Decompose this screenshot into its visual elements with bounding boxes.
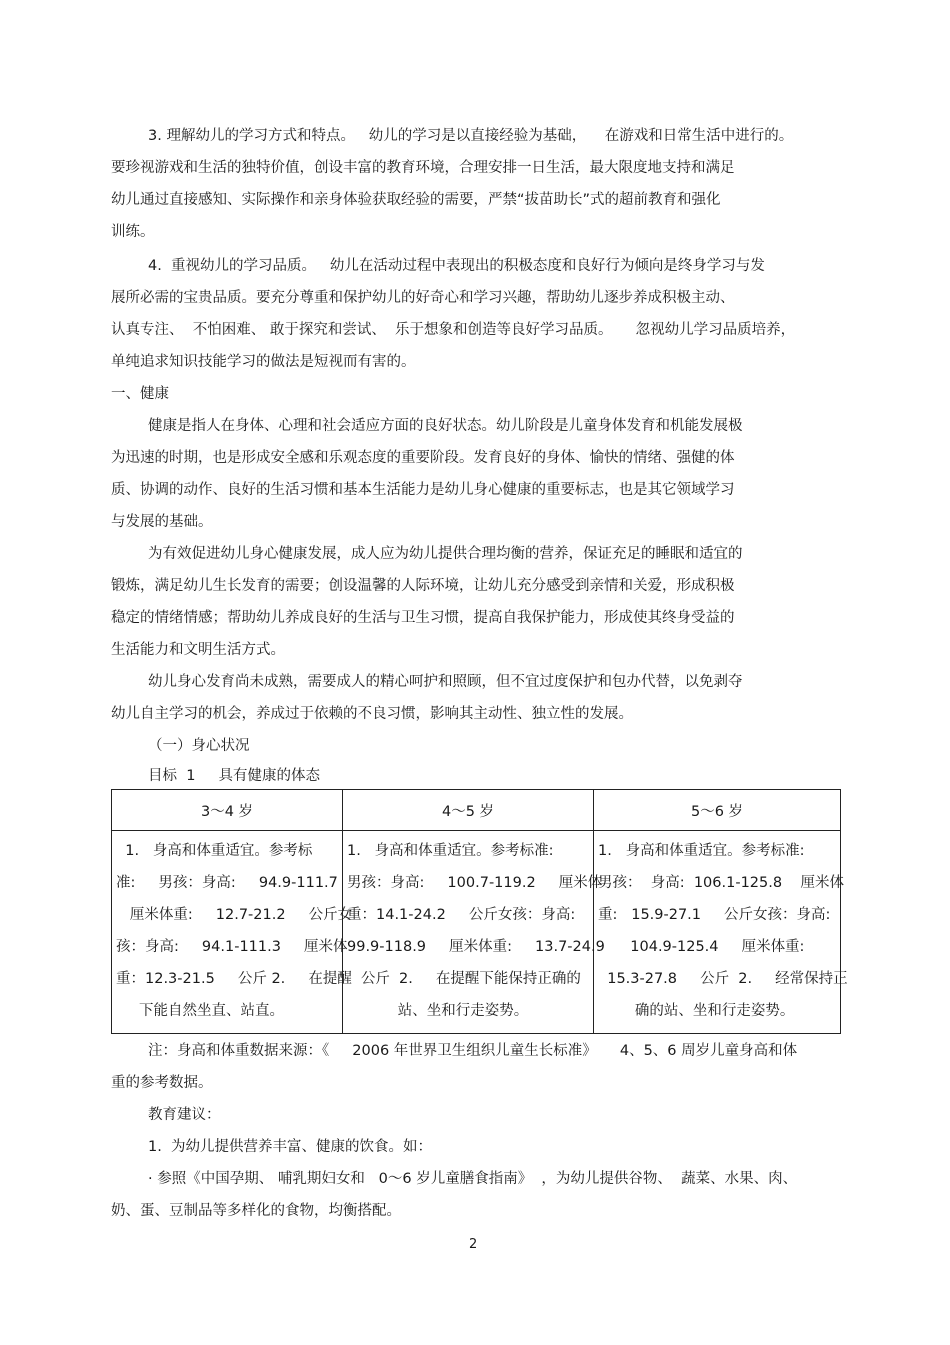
header-age-4-5: 4～5 岁 (343, 790, 594, 831)
text-line: 与发展的基础。 (111, 514, 213, 530)
cell-line: 104.9-125.4 厘米体重: (598, 939, 805, 955)
text-line: 展所必需的宝贵品质。要充分尊重和保护幼儿的好奇心和学习兴趣，帮助幼儿逐步养成积极主动、 (111, 290, 735, 306)
growth-standard-table (111, 789, 848, 1034)
cell-line: 公斤 2. 在提醒下能保持正确的 (347, 971, 581, 987)
cell-line: 孩：身高: 94.1-111.3 厘米体 (116, 939, 348, 955)
cell-line: 重：12.3-21.5 公斤 2. 在提醒 (116, 971, 352, 987)
cell-age-3-4 (112, 831, 353, 1034)
text-line: 一、健康 (111, 386, 169, 402)
cell-line: 准: 男孩：身高: 94.9-111.7 (116, 875, 338, 891)
text-line: 要珍视游戏和生活的独特价值，创设丰富的教育环境，合理安排一日生活，最大限度地支持和满足 (111, 160, 735, 176)
header-age-3-4: 3～4 岁 (112, 790, 343, 831)
text-line: 健康是指人在身体、心理和社会适应方面的良好状态。幼儿阶段是儿童身体发育和机能发展极 (148, 418, 743, 434)
cell-line: 站、坐和行走姿势。 (347, 1003, 529, 1019)
text-line: 3. 理解幼儿的学习方式和特点。 幼儿的学习是以直接经验为基础， 在游戏和日常生活中进行的。 (148, 128, 794, 144)
table-row (112, 831, 841, 1034)
text-line: 为迅速的时期，也是形成安全感和乐观态度的重要阶段。发育良好的身体、愉快的情绪、强健的体 (111, 450, 735, 466)
cell-line: 厘米体重: 12.7-21.2 公斤女 (116, 907, 353, 923)
text-line: 4. 重视幼儿的学习品质。 幼儿在活动过程中表现出的积极态度和良好行为倾向是终身学习与发 (148, 258, 765, 274)
text-line: 1. 为幼儿提供营养丰富、健康的饮食。如： (148, 1139, 433, 1155)
text-line: 幼儿身心发育尚未成熟，需要成人的精心呵护和照顾，但不宜过度保护和包办代替，以免剥夺 (148, 674, 743, 690)
cell-age-4-5 (343, 831, 605, 1034)
text-line: 锻炼，满足幼儿生长发育的需要；创设温馨的人际环境，让幼儿充分感受到亲情和关爱，形成积极 (111, 578, 735, 594)
text-line: 奶、蛋、豆制品等多样化的食物，均衡搭配。 (111, 1203, 401, 1219)
text-line: 训练。 (111, 224, 155, 240)
text-line: 质、协调的动作、良好的生活习惯和基本生活能力是幼儿身心健康的重要标志，也是其它领域学习 (111, 482, 735, 498)
cell-age-5-6 (594, 831, 848, 1034)
cell-line: 1. 身高和体重适宜。参考标准: (347, 843, 554, 859)
text-line: 稳定的情绪情感；帮助幼儿养成良好的生活与卫生习惯，提高自我保护能力，形成使其终身受益的 (111, 610, 735, 626)
text-line: 认真专注、 不怕困难、 敢于探究和尝试、 乐于想象和创造等良好学习品质。 忽视幼儿学习品质培养， (111, 322, 796, 338)
cell-line: 重：14.1-24.2 公斤女孩：身高: (347, 907, 576, 923)
cell-line: 下能自然坐直、站直。 (116, 1003, 285, 1019)
text-line: 单纯追求知识技能学习的做法是短视而有害的。 (111, 354, 416, 370)
text-line: 生活能力和文明生活方式。 (111, 642, 285, 658)
text-line: 为有效促进幼儿身心健康发展，成人应为幼儿提供合理均衡的营养，保证充足的睡眠和适宜的 (148, 546, 743, 562)
cell-line: 男孩：身高: 100.7-119.2 厘米体 (347, 875, 603, 891)
cell-line: 1. 身高和体重适宜。参考标 (116, 843, 313, 859)
cell-line: 1. 身高和体重适宜。参考标准: (598, 843, 805, 859)
cell-line: 15.3-27.8 公斤 2. 经常保持正 (598, 971, 848, 987)
text-line: 重的参考数据。 (111, 1075, 213, 1091)
text-line: 注：身高和体重数据来源：《 2006 年世界卫生组织儿童生长标准》 4、5、6 周岁儿童身高和体 (148, 1043, 798, 1059)
cell-line: 确的站、坐和行走姿势。 (598, 1003, 795, 1019)
cell-line: 男孩： 身高: 106.1-125.8 厘米体 (598, 875, 845, 891)
cell-line: 重: 15.9-27.1 公斤女孩：身高: (598, 907, 831, 923)
header-age-5-6: 5～6 岁 (594, 790, 841, 831)
table-header-row (112, 790, 841, 831)
page-number: 2 (469, 1237, 478, 1252)
text-line: 幼儿通过直接感知、实际操作和亲身体验获取经验的需要，严禁“拔苗助长”式的超前教育和强化 (111, 192, 721, 208)
text-line: 教育建议： (148, 1107, 221, 1123)
text-line: 幼儿自主学习的机会，养成过于依赖的不良习惯，影响其主动性、独立性的发展。 (111, 706, 633, 722)
text-line: 目标 1 具有健康的体态 (148, 768, 320, 784)
text-line: （一）身心状况 (148, 738, 250, 754)
text-line: · 参照《中国孕期、 哺乳期妇女和 0～6 岁儿童膳食指南》 ，为幼儿提供谷物、 蔬菜、水果、肉、 (148, 1171, 798, 1187)
cell-line: 99.9-118.9 厘米体重: 13.7-24.9 (347, 939, 605, 955)
